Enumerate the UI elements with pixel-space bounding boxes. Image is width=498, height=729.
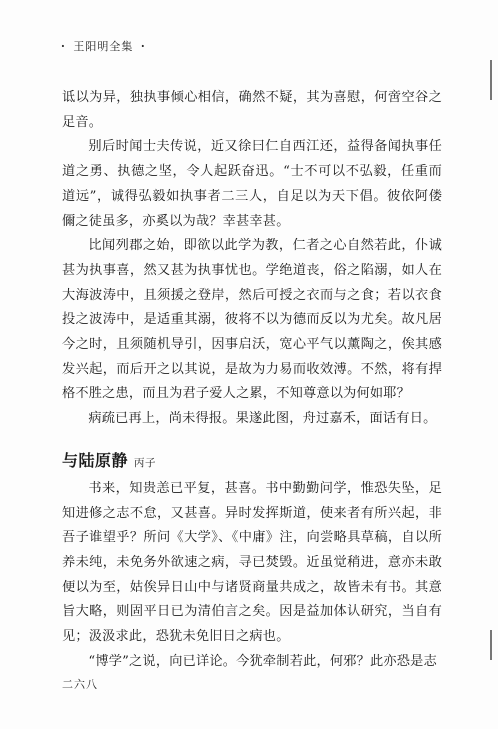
- scan-edge-mark: [490, 630, 492, 660]
- paragraph: 诋以为异，独执事倾心相信，确然不疑，其为喜慰，何啻空谷之足音。: [62, 90, 442, 130]
- section-year: 丙子: [134, 456, 157, 469]
- running-head: [58, 38, 149, 54]
- paragraph: 书来，知贵恙已平复，甚喜。书中勤勤问学，惟恐失坠，足知进修之志不怠，又甚喜。异时发挥斯道，使来者有所兴起，非吾子谁望乎？所问《大学》、《中庸》注，向尝略具草稿，自以所养未纯，未免务外欲速之病，寻已焚毁。近虽觉稍进，意亦未敢便以为至，姑俟异日山中与诸贤商量共成之，故皆未有书。其意旨大略，则固平日已为清伯言之矣。因是益加体认研究，当自有见；汲汲求此，恐犹未免旧日之病也。: [62, 480, 442, 645]
- page-number: 二六八: [62, 678, 98, 691]
- section-title: 与陆原静: [62, 450, 129, 470]
- paragraph: 别后时闻士夫传说，近又徐曰仁自西江还，益得备闻执事任道之勇、执德之坚，令人起跃奋迅。“士不可以不弘毅，任重而道远”，诚得弘毅如执事者二三人，自足以为天下倡。彼依阿偻儞之徒虽多，亦奚以为哉？幸甚幸甚。: [62, 139, 442, 229]
- running-head-title: 王阳明全集: [73, 40, 134, 53]
- paragraph: 病疏已再上，尚未得报。果遂此图，舟过嘉禾，面话有日。: [88, 411, 437, 427]
- section-heading: [62, 448, 442, 471]
- running-head-dot-left: ·: [61, 40, 66, 53]
- paragraph: “博学”之说，向已详论。今犹牵制若此，何邪？此亦恐是志: [88, 653, 437, 669]
- running-head-dot-right: ·: [140, 40, 146, 53]
- scan-edge-mark: [490, 60, 492, 100]
- paragraph: 比闻列郡之始，即欲以此学为教，仁者之心自然若此，仆诚甚为执事喜，然又甚为执事忧也。学绝道丧，俗之陷溺，如人在大海波涛中，且须援之登岸，然后可授之衣而与之食；若以衣食投之波涛中，是适重其溺，彼将不以为德而反以为尤矣。故凡居今之时，且须随机导引，因事启沃，宽心平气以薰陶之，俟其感发兴起，而后开之以其说，是故为力易而收效溥。不然，将有捍格不胜之患，而且为君子爱人之累，不知尊意以为何如耶？: [62, 238, 442, 402]
- body-text: [62, 86, 442, 674]
